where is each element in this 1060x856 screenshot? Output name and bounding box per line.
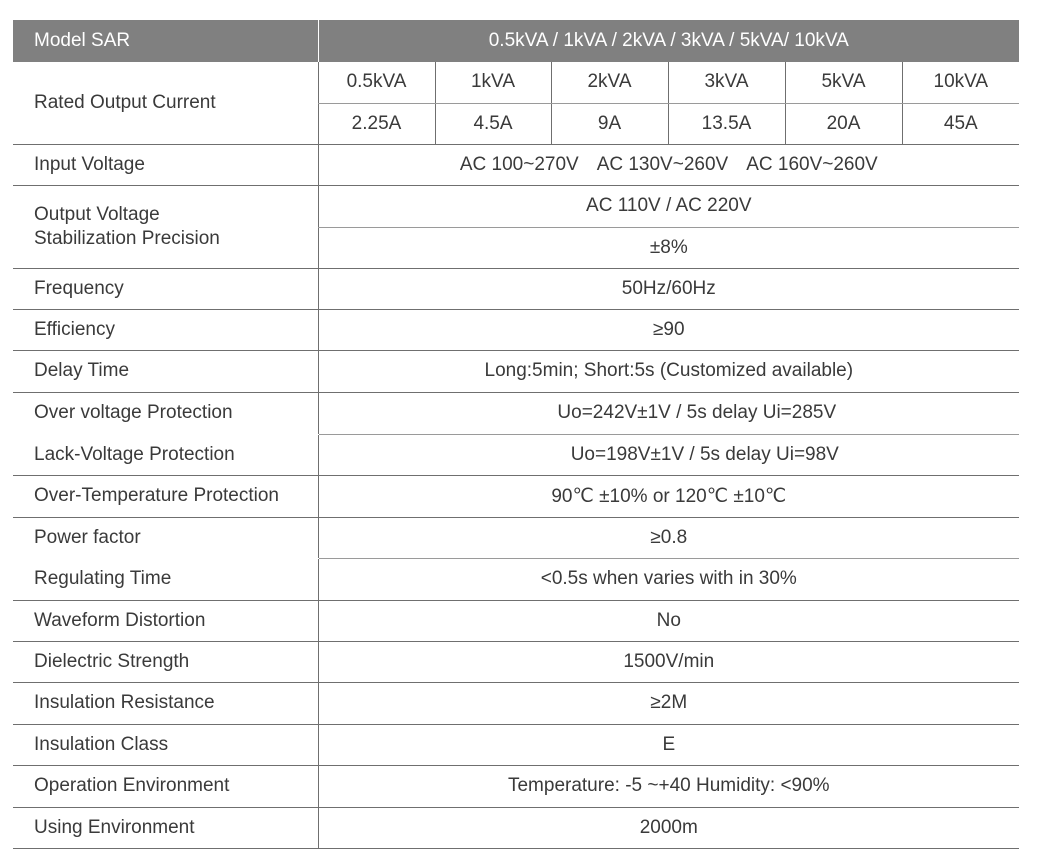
using-environment-row [13,807,1019,848]
input-voltage-value: AC 130V~260V [596,153,729,175]
delay-time-row [13,350,1019,392]
over-temperature-row [13,475,1019,517]
delay-time-value: Long:5min; Short:5s (Customized available) [318,350,1019,392]
dielectric-strength-value: 1500V/min [318,641,1019,682]
insulation-class-label: Insulation Class [13,724,318,765]
capacity-cell: 0.5kVA [318,62,435,103]
operation-environment-label: Operation Environment [13,765,318,807]
insulation-resistance-label: Insulation Resistance [13,682,318,724]
using-environment-label: Using Environment [13,807,318,848]
current-cell: 13.5A [668,103,785,144]
models-value: 0.5kVA / 1kVA / 2kVA / 3kVA / 5kVA/ 10kVA [318,20,1019,62]
regulating-time-value: <0.5s when varies with in 30% [318,558,1019,600]
waveform-distortion-value: No [318,600,1019,641]
efficiency-value: ≥90 [318,309,1019,350]
insulation-class-value: E [318,724,1019,765]
output-voltage-label-line2: Stabilization Precision [34,227,220,249]
operation-environment-value: Temperature: -5 ~+40 Humidity: <90% [318,765,1019,807]
output-voltage-label [13,185,318,268]
frequency-label: Frequency [13,268,318,309]
spec-table [13,20,1019,849]
power-factor-label: Power factor [13,517,318,558]
efficiency-row [13,309,1019,350]
input-voltage-values [318,144,1019,185]
capacity-cell: 3kVA [668,62,785,103]
efficiency-label: Efficiency [13,309,318,350]
input-voltage-value: AC 100~270V [459,153,579,175]
power-factor-row [13,517,1019,558]
lack-voltage-row [13,434,1019,475]
output-voltage-label-line1: Output Voltage [34,203,160,225]
capacity-cell: 5kVA [785,62,902,103]
current-cell: 45A [902,103,1019,144]
power-factor-value: ≥0.8 [318,517,1019,558]
regulating-time-row [13,558,1019,600]
frequency-row [13,268,1019,309]
header-row [13,20,1019,62]
over-temperature-value: 90℃ ±10% or 120℃ ±10℃ [318,475,1019,517]
frequency-value: 50Hz/60Hz [318,268,1019,309]
output-voltage-value: AC 110V / AC 220V [318,185,1019,227]
lack-voltage-value: Uo=198V±1V / 5s delay Ui=98V [318,434,1019,475]
delay-time-label: Delay Time [13,350,318,392]
dielectric-strength-row [13,641,1019,682]
capacity-cell: 2kVA [551,62,668,103]
insulation-resistance-row [13,682,1019,724]
capacity-cell: 1kVA [435,62,551,103]
capacity-cell: 10kVA [902,62,1019,103]
using-environment-value: 2000m [318,807,1019,848]
over-temperature-label: Over-Temperature Protection [13,475,318,517]
current-cell: 20A [785,103,902,144]
regulating-time-label: Regulating Time [13,558,318,600]
rated-output-current-label: Rated Output Current [13,62,318,144]
current-cell: 2.25A [318,103,435,144]
lack-voltage-label: Lack-Voltage Protection [13,434,318,475]
rated-current-capacity-row [13,62,1019,103]
current-cell: 9A [551,103,668,144]
over-voltage-value: Uo=242V±1V / 5s delay Ui=285V [318,392,1019,434]
model-label: Model SAR [13,20,318,62]
input-voltage-row [13,144,1019,185]
insulation-class-row [13,724,1019,765]
input-voltage-value: AC 160V~260V [746,153,878,175]
dielectric-strength-label: Dielectric Strength [13,641,318,682]
insulation-resistance-value: ≥2M [318,682,1019,724]
waveform-distortion-row [13,600,1019,641]
operation-environment-row [13,765,1019,807]
input-voltage-label: Input Voltage [13,144,318,185]
waveform-distortion-label: Waveform Distortion [13,600,318,641]
current-cell: 4.5A [435,103,551,144]
output-voltage-row [13,185,1019,227]
over-voltage-row [13,392,1019,434]
precision-value: ±8% [318,227,1019,268]
over-voltage-label: Over voltage Protection [13,392,318,434]
